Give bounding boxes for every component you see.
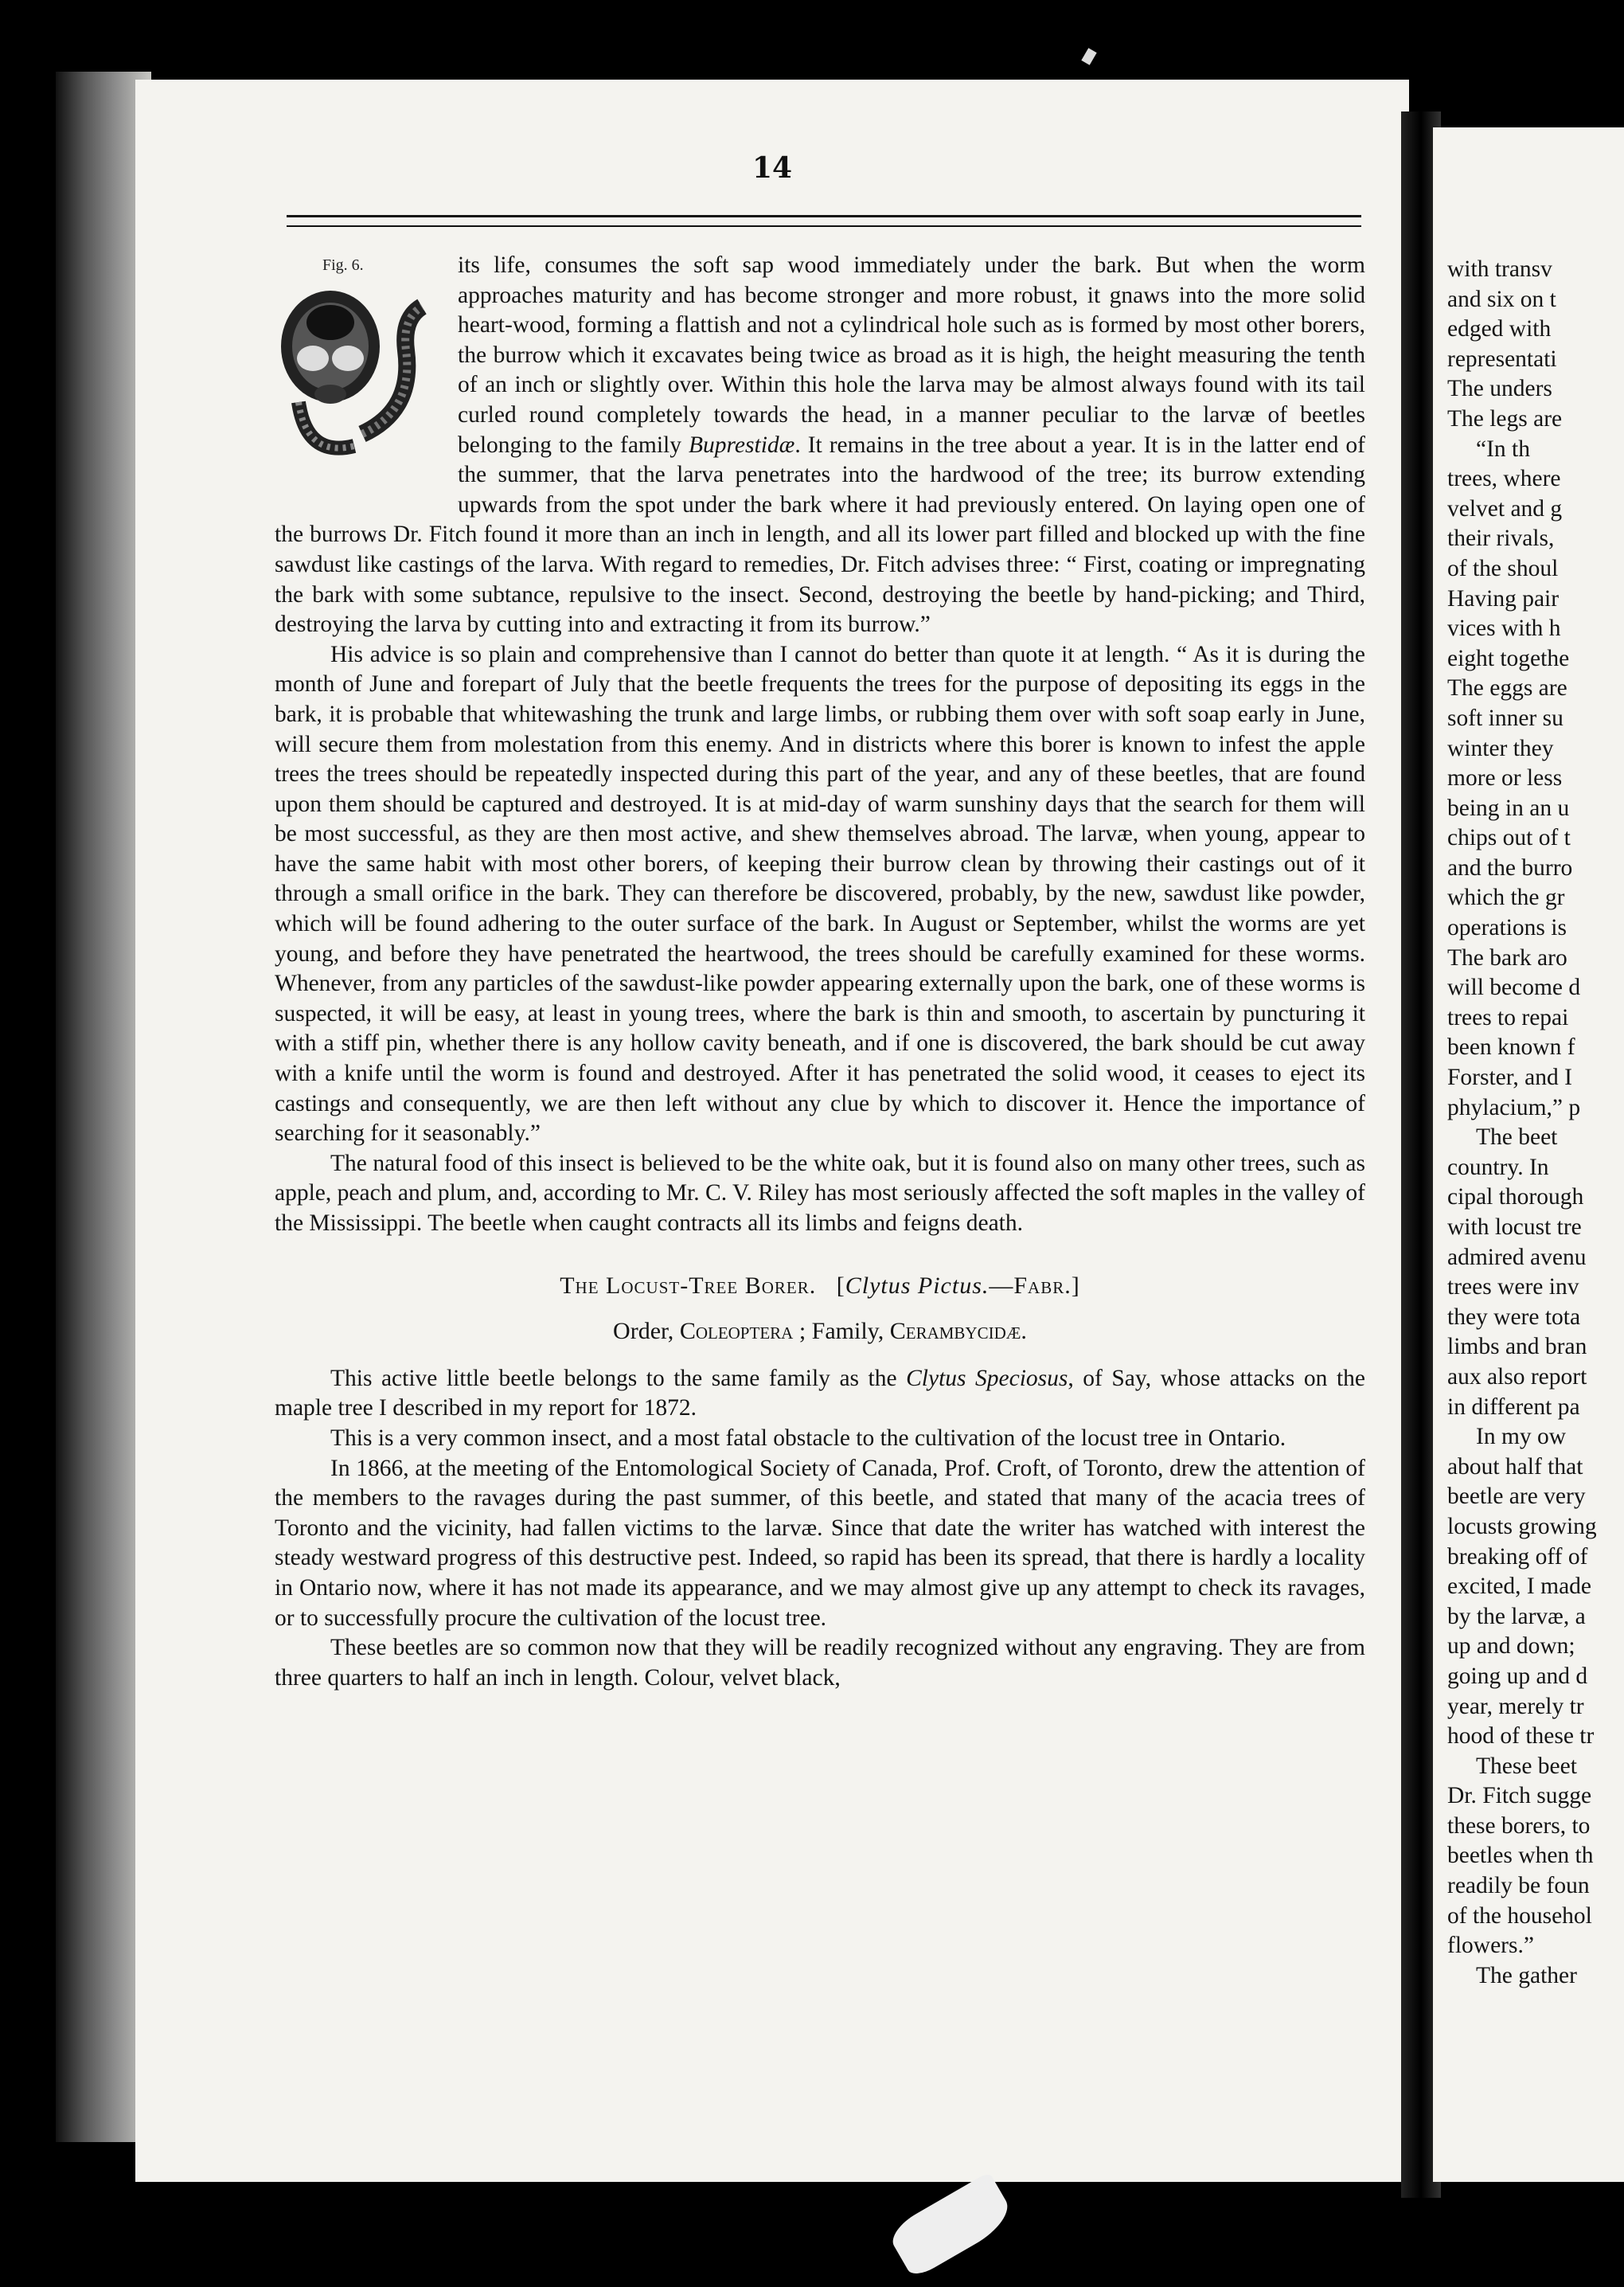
scan-blot	[886, 2172, 1017, 2280]
right-page-line: trees were inv	[1447, 1274, 1579, 1300]
paragraph-7: These beetles are so common now that they will be readily recognized without any engraving. They are from three quarters to half an inch in length. Colour, velvet black,	[275, 1635, 1365, 1691]
right-page-line: Having pair	[1447, 585, 1560, 612]
paragraph-5: This is a very common insect, and a most fatal obstacle to the cultivation of the locust tree in Ontario.	[330, 1425, 1286, 1451]
body-text	[275, 251, 1365, 1693]
right-page-line: of the househol	[1447, 1902, 1592, 1929]
paragraph-6: In 1866, at the meeting of the Entomological Society of Canada, Prof. Croft, of Toronto, drew the attention of the members to the ravages during the past summer, of this beetle, and stated that many of the acacia trees of Toronto and the vicinity, had fallen victims to the larvæ. Since that date the writer has watched with interest the steady westward progress of this destructive pest. Indeed, so rapid has been its spread, that there is hardly a locality in Ontario now, where it has not made its appearance, and we may almost give up any attempt to check its ravages, or to successfully procure the cultivation of the locust tree.	[275, 1455, 1365, 1631]
right-page-text	[1447, 255, 1624, 1991]
right-page-line: flowers.”	[1447, 1933, 1534, 1959]
figure-6	[275, 251, 450, 518]
heading-title: The Locust-Tree Borer.	[560, 1272, 817, 1299]
right-page-line: beetles when th	[1447, 1843, 1594, 1869]
right-page-line: In my ow	[1476, 1424, 1567, 1450]
right-page-line: beetle are very	[1447, 1484, 1586, 1510]
right-page-line: edged with	[1447, 316, 1552, 342]
right-page-line: “In th	[1476, 436, 1530, 462]
p4-species: Clytus Speciosus	[906, 1365, 1068, 1391]
family-name: Cerambycidæ.	[889, 1318, 1027, 1345]
right-page-line: The beet	[1476, 1124, 1558, 1151]
right-page-line: trees to repai	[1447, 1004, 1569, 1030]
right-page-line: Forster, and I	[1447, 1065, 1572, 1091]
scan-speck	[1081, 48, 1096, 65]
right-page-line: will become d	[1447, 975, 1581, 1001]
right-page-line: with locust tre	[1447, 1214, 1582, 1240]
heading-author: —Fabr.	[989, 1272, 1072, 1299]
right-page-line: in different pa	[1447, 1394, 1580, 1420]
right-page-line: Dr. Fitch sugge	[1447, 1783, 1592, 1809]
right-page-line: These beet	[1476, 1753, 1577, 1779]
p4-text-b: , of Say, whose attacks on the maple tree I described in my report for 1872.	[275, 1365, 1365, 1421]
right-page-line: phylacium,” p	[1447, 1094, 1581, 1120]
right-page-line: being in an u	[1447, 795, 1570, 821]
right-page-line: The unders	[1447, 376, 1552, 402]
classification-heading	[275, 1316, 1365, 1347]
right-page-line: up and down;	[1447, 1633, 1575, 1660]
right-page-line: operations is	[1447, 915, 1567, 941]
right-page-line: of the shoul	[1447, 555, 1559, 581]
figure-label: Fig. 6.	[322, 256, 364, 274]
paragraph-2: His advice is so plain and comprehensive than I cannot do better than quote it at length. “ As it is during the month of June and forepart of July that the beetle frequents the trees for the purpose of depositing its eggs in the bark, it is probable that whitewashing the trunk and large limbs, or rubbing them over with soft soap early in June, will secure them from molestation from this enemy. And in districts where this borer is known to infest the apple trees the trees should be repeatedly inspected during this part of the year, and any of these beetles, that are found upon them should be captured and destroyed. It is at mid-day of warm sunshiny days that the search for them will be most successful, as they are then most active, and shew themselves abroad. The larvæ, when young, appear to have the same habit with most other borers, of keeping their burrow clean by throwing their castings out of it through a small orifice in the bark. They can therefore be discovered, probably, by the new, sawdust like powder, which will be found adhering to the outer surface of the bark. In August or September, whilst the worms are yet young, and before they have penetrated the heartwood, the trees should be carefully examined for these worms. Whenever, from any particles of the sawdust-like powder appearing externally upon the bark, one of these worms is suspected, it will be easy, at least in young trees, where the bark is thin and smooth, to ascertain by puncturing it with a stiff pin, whether there is any hollow cavity beneath, and if one is discovered, the bark should be cut away with a knife until the worm is found and destroyed. After it has penetrated the solid wood, it ceases to eject its castings and consequently, we are then left without any clue by which to discover it. Hence the importance of searching for it seasonably.”	[275, 641, 1365, 1147]
right-page-line: hood of these tr	[1447, 1723, 1595, 1749]
order-label: Order,	[613, 1318, 674, 1345]
right-page-line: The eggs are	[1447, 675, 1567, 702]
right-page-line: going up and d	[1447, 1663, 1588, 1689]
right-page-line: representati	[1447, 346, 1557, 372]
right-page-line: The bark aro	[1447, 944, 1567, 971]
p1-text-b: . It remains in the tree about a year. It is in the latter end of the summer, that the larva penetrates into the hardwood of the tree; its burrow extending upwards from the spot under the bark where it had previously entered. On laying open one of the burrows Dr. Fitch found it more than an inch in length, and all its lower part filled and blocked up with the fine sawdust like castings of the larva. With regard to remedies, Dr. Fitch advises three: “ First, coating or impregnating the bark with some subtance, repulsive to the insect. Second, destroying the beetle by hand-picking; and Third, destroying the larva by cutting into and extracting it from its burrow.”	[275, 432, 1365, 638]
section-heading: The Locust-Tree Borer. [Clytus Pictus.—Fabr.]	[560, 1272, 1080, 1299]
page-number: 14	[751, 151, 793, 185]
p1-text-a: its life, consumes the soft sap wood immediately under the bark. But when the worm approaches maturity and has become stronger and more robust, it gnaws into the more solid heart-wood, forming a flattish and not a cylindrical hole such as is formed by most other borers, the burrow which it excavates being twice as broad as it is high, the height measuring the tenth of an inch or slightly over. Within this hole the larva may be almost always found with its tail curled round completely towards the head, in a manner peculiar to the larvæ of beetles belonging to the family	[458, 252, 1365, 458]
right-page-line: chips out of t	[1447, 825, 1571, 851]
right-page-line: and six on t	[1447, 286, 1556, 312]
header-rule	[287, 215, 1361, 227]
right-page-line: eight togethe	[1447, 645, 1570, 671]
right-page-line: more or less	[1447, 765, 1563, 792]
right-page-line: they were tota	[1447, 1304, 1581, 1330]
right-page-line: country. In	[1447, 1154, 1549, 1180]
family-label: ; Family,	[798, 1318, 884, 1345]
paragraph-4	[275, 1364, 1365, 1424]
right-page-line: year, merely tr	[1447, 1693, 1584, 1719]
right-page-line: their rivals,	[1447, 526, 1555, 552]
right-page-line: The legs are	[1447, 405, 1563, 432]
right-page-line: breaking off of	[1447, 1543, 1588, 1570]
order-name: Coleoptera	[679, 1318, 794, 1345]
right-page-line: aux also report	[1447, 1363, 1587, 1390]
right-page-line: which the gr	[1447, 885, 1565, 911]
right-page-line: vices with h	[1447, 616, 1561, 642]
right-page-line: limbs and bran	[1447, 1334, 1587, 1360]
right-page-line: about half that	[1447, 1453, 1583, 1480]
right-page-line: by the larvæ, a	[1447, 1603, 1586, 1629]
heading-species: Clytus Pictus.	[845, 1272, 990, 1299]
right-page-line: these borers, to	[1447, 1812, 1591, 1839]
right-page-line: readily be foun	[1447, 1873, 1590, 1899]
right-page-line: soft inner su	[1447, 705, 1563, 731]
paragraph-3: The natural food of this insect is believed to be the white oak, but it is found also on many other trees, such as apple, peach and plum, and, according to Mr. C. V. Riley has most seriously affected the soft maples in the valley of the Mississippi. The beetle when caught contracts all its limbs and feigns death.	[275, 1150, 1365, 1236]
right-page-line: with transv	[1447, 256, 1552, 282]
right-page-line: admired avenu	[1447, 1244, 1587, 1270]
left-page	[135, 80, 1409, 2182]
right-page-line: cipal thorough	[1447, 1184, 1584, 1210]
right-page-line: been known f	[1447, 1034, 1575, 1061]
right-page-fragment	[1433, 127, 1624, 2182]
larva-illustration	[275, 275, 442, 506]
p4-text-a: This active little beetle belongs to the same family as the	[330, 1365, 907, 1391]
right-page-line: The gather	[1476, 1962, 1577, 1988]
right-page-line: and the burro	[1447, 854, 1573, 881]
right-page-line: locusts growing	[1447, 1513, 1597, 1539]
right-page-line: velvet and g	[1447, 495, 1563, 522]
p1-family: Buprestidæ	[689, 432, 795, 458]
right-page-line: trees, where	[1447, 466, 1561, 492]
right-page-line: winter they	[1447, 735, 1554, 761]
right-page-line: excited, I made	[1447, 1574, 1592, 1600]
paragraph-1	[275, 251, 1365, 640]
